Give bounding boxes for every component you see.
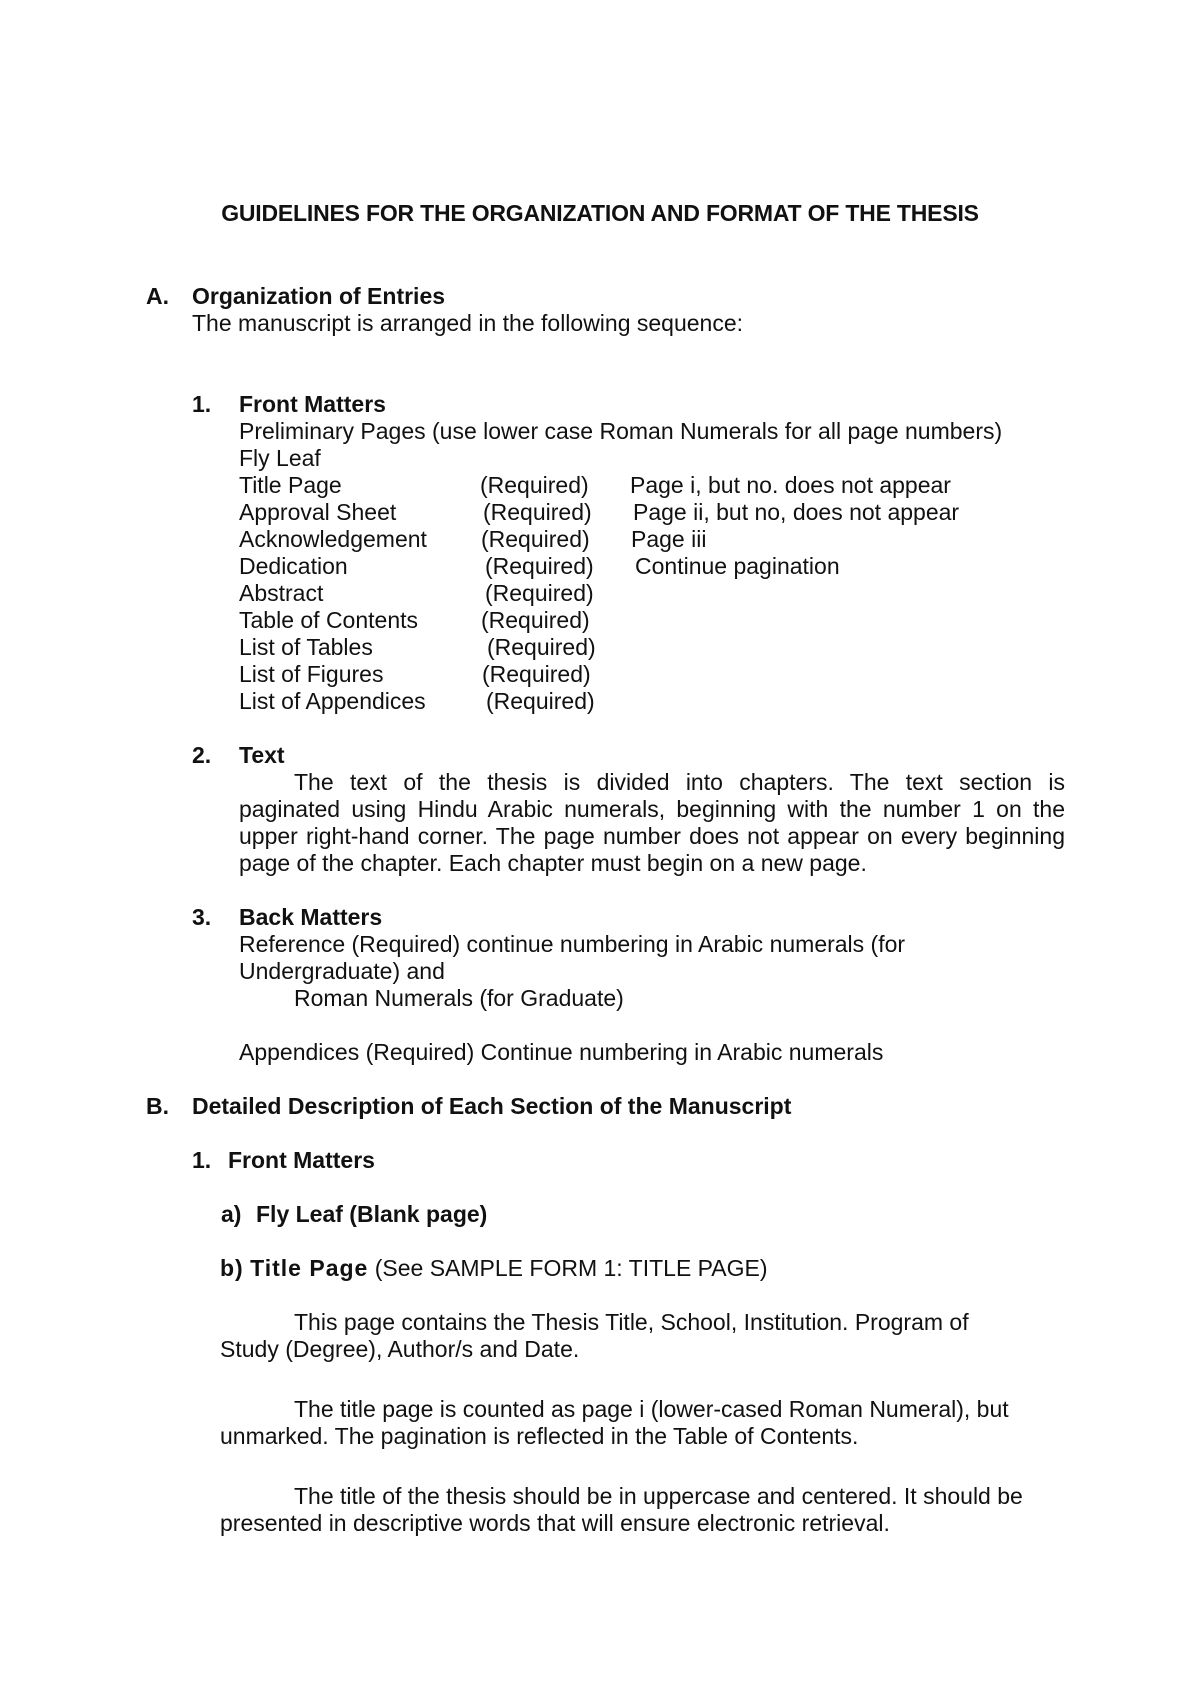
item-1-number: 1. [192, 391, 212, 417]
item-2-heading: Text [239, 742, 285, 768]
item-3-heading: Back Matters [239, 904, 383, 930]
section-b-heading: Detailed Description of Each Section of the Manuscript [192, 1093, 792, 1119]
body-line: Study (Degree), Author/s and Date. [220, 1336, 580, 1362]
table-row-name: List of Tables [239, 634, 373, 660]
item-3-number: 3. [192, 904, 212, 930]
body-line: unmarked. The pagination is reflected in the Table of Contents. [220, 1423, 859, 1449]
text-paragraph-line: page of the chapter. Each chapter must begin on a new page. [239, 850, 867, 876]
text-paragraph-line: paginated using Hindu Arabic numerals, beginning with the number 1 on the [239, 796, 1065, 822]
text-paragraph-line: upper right-hand corner. The page number does not appear on every beginning [239, 823, 1065, 849]
table-row-status: (Required) [487, 634, 596, 660]
body-line: This page contains the Thesis Title, School, Institution. Program of [294, 1309, 969, 1335]
table-row-note: Page i, but no. does not appear [630, 472, 951, 498]
section-b-letter: B. [146, 1093, 169, 1119]
table-row-name: Title Page [239, 472, 342, 498]
table-row-status: (Required) [481, 607, 590, 633]
sub-item-b-line [220, 1255, 768, 1282]
section-a-letter: A. [146, 283, 169, 309]
table-row-status: (Required) [485, 580, 594, 606]
fly-leaf-label: Fly Leaf [239, 445, 321, 471]
sub-item-b-heading: Title Page [250, 1255, 369, 1281]
text-paragraph-line: The text of the thesis is divided into chapters. The text section is [294, 769, 1065, 795]
table-row-note: Page ii, but no, does not appear [633, 499, 960, 525]
section-b-item-1-number: 1. [192, 1147, 212, 1173]
body-line: The title page is counted as page i (lower-cased Roman Numeral), but [294, 1396, 1009, 1422]
table-row-status: (Required) [482, 661, 591, 687]
table-row-name: Approval Sheet [239, 499, 397, 525]
section-a-heading: Organization of Entries [192, 283, 446, 309]
table-row-name: Acknowledgement [239, 526, 427, 552]
sub-item-a-text: Fly Leaf (Blank page) [256, 1201, 488, 1227]
preliminary-pages-note: Preliminary Pages (use lower case Roman Numerals for all page numbers) [239, 418, 1003, 444]
body-line: The title of the thesis should be in uppercase and centered. It should be [294, 1483, 1023, 1509]
table-row-name: Abstract [239, 580, 324, 606]
table-row-status: (Required) [486, 688, 595, 714]
table-row-name: List of Appendices [239, 688, 426, 714]
page-title: GUIDELINES FOR THE ORGANIZATION AND FORMAT OF THE THESIS [221, 200, 979, 226]
reference-line: Reference (Required) continue numbering in Arabic numerals (for [239, 931, 906, 957]
table-row-status: (Required) [480, 472, 589, 498]
item-2-number: 2. [192, 742, 212, 768]
reference-line: Roman Numerals (for Graduate) [294, 985, 624, 1011]
sub-item-b-ref: (See SAMPLE FORM 1: TITLE PAGE) [374, 1255, 768, 1281]
body-line: presented in descriptive words that will ensure electronic retrieval. [220, 1510, 890, 1536]
appendices-line: Appendices (Required) Continue numbering in Arabic numerals [239, 1039, 884, 1065]
table-row-status: (Required) [485, 553, 594, 579]
sub-item-b-label: b) [220, 1255, 244, 1281]
table-row-note: Continue pagination [635, 553, 840, 579]
item-1-heading: Front Matters [239, 391, 386, 417]
section-a-intro: The manuscript is arranged in the following sequence: [192, 310, 744, 336]
table-row-name: Table of Contents [239, 607, 419, 633]
reference-line: Undergraduate) and [239, 958, 445, 984]
table-row-note: Page iii [631, 526, 707, 552]
section-b-item-1-heading: Front Matters [228, 1147, 375, 1173]
table-row-status: (Required) [481, 526, 590, 552]
table-row-name: Dedication [239, 553, 348, 579]
sub-item-a-label: a) [221, 1201, 242, 1227]
table-row-status: (Required) [483, 499, 592, 525]
table-row-name: List of Figures [239, 661, 384, 687]
